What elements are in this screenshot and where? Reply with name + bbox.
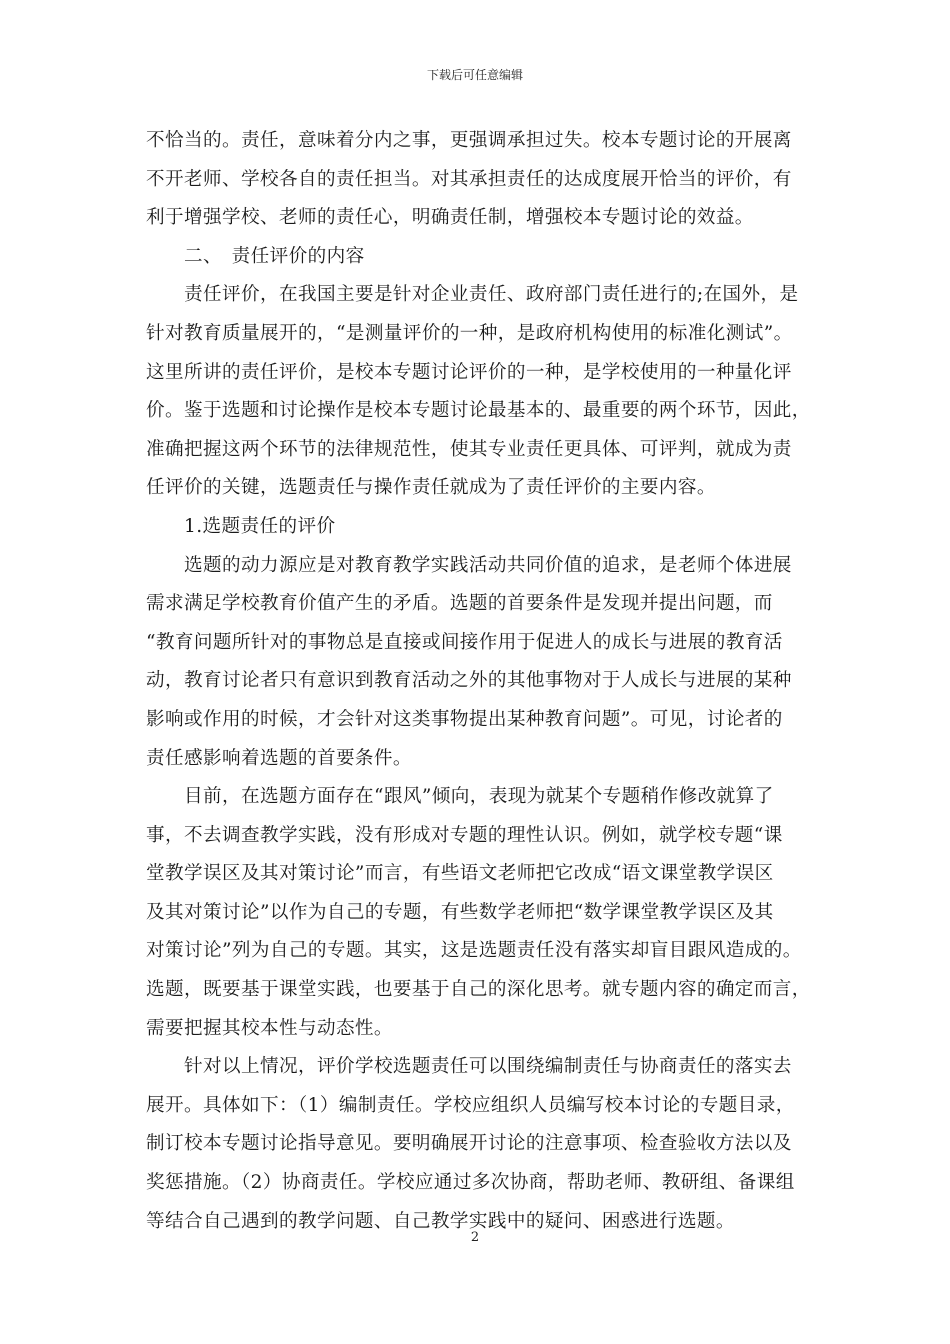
text-line: 针对教育质量展开的，“是测量评价的一种，是政府机构使用的标准化测试”。 [146,322,793,344]
section-heading: 二、 责任评价的内容 [184,245,365,267]
text-line: 选题，既要基于课堂实践，也要基于自己的深化思考。就专题内容的确定而言， [146,979,811,1001]
body-text [146,122,826,1241]
text-line: 及其对策讨论”以作为自己的专题，有些数学老师把“数学课堂教学误区及其 [146,901,774,923]
text-line: 针对以上情况，评价学校选题责任可以围绕编制责任与协商责任的落实去 [184,1056,792,1078]
text-line: 堂教学误区及其对策讨论”而言，有些语文老师把它改成“语文课堂教学误区 [146,863,774,885]
text-line: 任评价的关键，选题责任与操作责任就成为了责任评价的主要内容。 [146,477,716,499]
subsection-heading: 1.选题责任的评价 [184,515,336,537]
text-line: 影响或作用的时候，才会针对这类事物提出某种教育问题”。可见，讨论者的 [146,708,783,730]
text-line: 责任感影响着选题的首要条件。 [146,747,412,769]
text-line: 等结合自己遇到的教学问题、自己教学实践中的疑问、困惑进行选题。 [146,1210,735,1232]
page-number: 2 [470,1230,480,1245]
text-line: 动，教育讨论者只有意识到教育活动之外的其他事物对于人成长与进展的某种 [146,670,792,692]
text-line: 奖惩措施。（2）协商责任。学校应通过多次协商，帮助老师、教研组、备课组 [146,1172,795,1194]
text-line: 责任评价，在我国主要是针对企业责任、政府部门责任进行的;在国外，是 [184,284,799,306]
text-line: 准确把握这两个环节的法律规范性，使其专业责任更具体、可评判，就成为责 [146,438,792,460]
text-line: 事，不去调查教学实践，没有形成对专题的理性认识。例如，就学校专题“课 [146,824,783,846]
text-line: 利于增强学校、老师的责任心，明确责任制，增强校本专题讨论的效益。 [146,207,754,229]
text-line: 这里所讲的责任评价，是校本专题讨论评价的一种，是学校使用的一种量化评 [146,361,792,383]
text-line: 选题的动力源应是对教育教学实践活动共同价值的追求，是老师个体进展 [184,554,792,576]
text-line: 价。鉴于选题和讨论操作是校本专题讨论最基本的、最重要的两个环节，因此， [146,400,811,422]
text-line: 展开。具体如下：（1）编制责任。学校应组织人员编写校本讨论的专题目录， [146,1094,795,1116]
text-line: 不恰当的。责任，意味着分内之事，更强调承担过失。校本专题讨论的开展离 [146,130,792,151]
text-line: “教育问题所针对的事物总是直接或间接作用于促进人的成长与进展的教育活 [146,631,783,653]
text-line: 需要把握其校本性与动态性。 [146,1017,393,1039]
text-line: 制订校本专题讨论指导意见。要明确展开讨论的注意事项、检查验收方法以及 [146,1133,792,1155]
text-line: 不开老师、学校各自的责任担当。对其承担责任的达成度展开恰当的评价，有 [146,168,792,190]
page-header: 下载后可任意编辑 [426,68,523,82]
text-line: 对策讨论”列为自己的专题。其实，这是选题责任没有落实却盲目跟风造成的。 [146,940,802,962]
text-line: 需求满足学校教育价值产生的矛盾。选题的首要条件是发现并提出问题，而 [146,593,773,615]
text-line: 目前，在选题方面存在“跟风”倾向，表现为就某个专题稍作修改就算了 [184,786,774,808]
